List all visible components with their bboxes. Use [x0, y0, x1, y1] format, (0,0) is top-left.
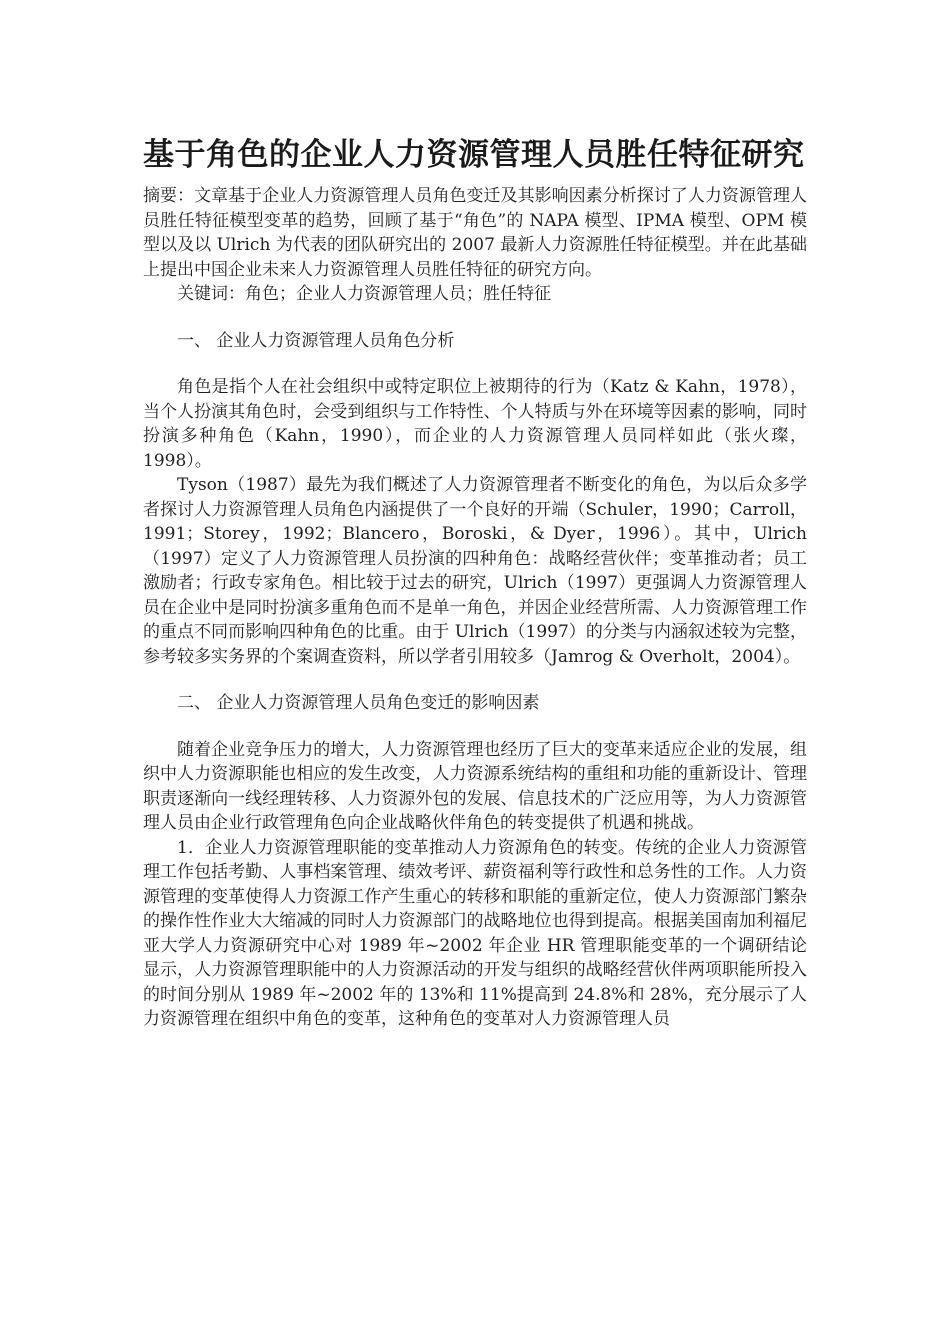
abstract-paragraph: 摘要：文章基于企业人力资源管理人员角色变迁及其影响因素分析探讨了人力资源管理人员胜任特征模型变革的趋势，回顾了基于“角色”的 NAPA 模型、IPMA 模型、OPM 模型以及以 Ulrich 为代表的团队研究出的 2007 最新人力资源胜任特征模型。并在此基础上提出中国企业未来人力资源管理人员胜任特征的研究方向。	[143, 186, 807, 280]
section-2-paragraph-2: 1．企业人力资源管理职能的变革推动人力资源角色的转变。传统的企业人力资源管理工作包括考勤、人事档案管理、绩效考评、薪资福利等行政性和总务性的工作。人力资源管理的变革使得人力资源工作产生重心的转移和职能的重新定位，使人力资源部门繁杂的操作性作业大大缩减的同时人力资源部门的战略地位也得到提高。根据美国南加利福尼亚大学人力资源研究中心对 1989 年~2002 年企业 HR 管理职能变革的一个调研结论显示，人力资源管理职能中的人力资源活动的开发与组织的战略经营伙伴两项职能所投入的时间分别从 1989 年~2002 年的 13%和 11%提高到 24.8%和 28%，充分展示了人力资源管理在组织中角色的变革，这种角色的变革对人力资源管理人员	[143, 837, 807, 1029]
section-1-paragraph-2: Tyson（1987）最先为我们概述了人力资源管理者不断变化的角色，为以后众多学者探讨人力资源管理人员角色内涵提供了一个良好的开端（Schuler，1990；Carroll，1991；Storey，1992；Blancero，Boroski，& Dyer，1996）。其中，Ulrich（1997）定义了人力资源管理人员扮演的四种角色：战略经营伙伴；变革推动者；员工激励者；行政专家角色。相比较于过去的研究，Ulrich（1997）更强调人力资源管理人员在企业中是同时扮演多重角色而不是单一角色，并因企业经营所需、人力资源管理工作的重点不同而影响四种角色的比重。由于 Ulrich（1997）的分类与内涵叙述较为完整，参考较多实务界的个案调查资料，所以学者引用较多（Jamrog & Overholt，2004）。	[143, 475, 807, 667]
section-2-heading: 二、 企业人力资源管理人员角色变迁的影响因素	[177, 693, 540, 713]
section-1-heading: 一、 企业人力资源管理人员角色分析	[177, 330, 455, 351]
keywords-line: 关键词：角色；企业人力资源管理人员；胜任特征	[177, 284, 551, 304]
section-1-paragraph-1: 角色是指个人在社会组织中或特定职位上被期待的行为（Katz & Kahn，1978），当个人扮演其角色时，会受到组织与工作特性、个人特质与外在环境等因素的影响，同时扮演多种角色（Kahn，1990），而企业的人力资源管理人员同样如此（张火璨，1998）。	[143, 377, 807, 471]
document-title: 基于角色的企业人力资源管理人员胜任特征研究	[143, 137, 805, 173]
document-page	[143, 132, 807, 1032]
section-2-paragraph-1: 随着企业竞争压力的增大，人力资源管理也经历了巨大的变革来适应企业的发展，组织中人力资源职能也相应的发生改变，人力资源系统结构的重组和功能的重新设计、管理职责逐渐向一线经理转移、人力资源外包的发展、信息技术的广泛应用等，为人力资源管理人员由企业行政管理角色向企业战略伙伴角色的转变提供了机遇和挑战。	[143, 739, 807, 833]
